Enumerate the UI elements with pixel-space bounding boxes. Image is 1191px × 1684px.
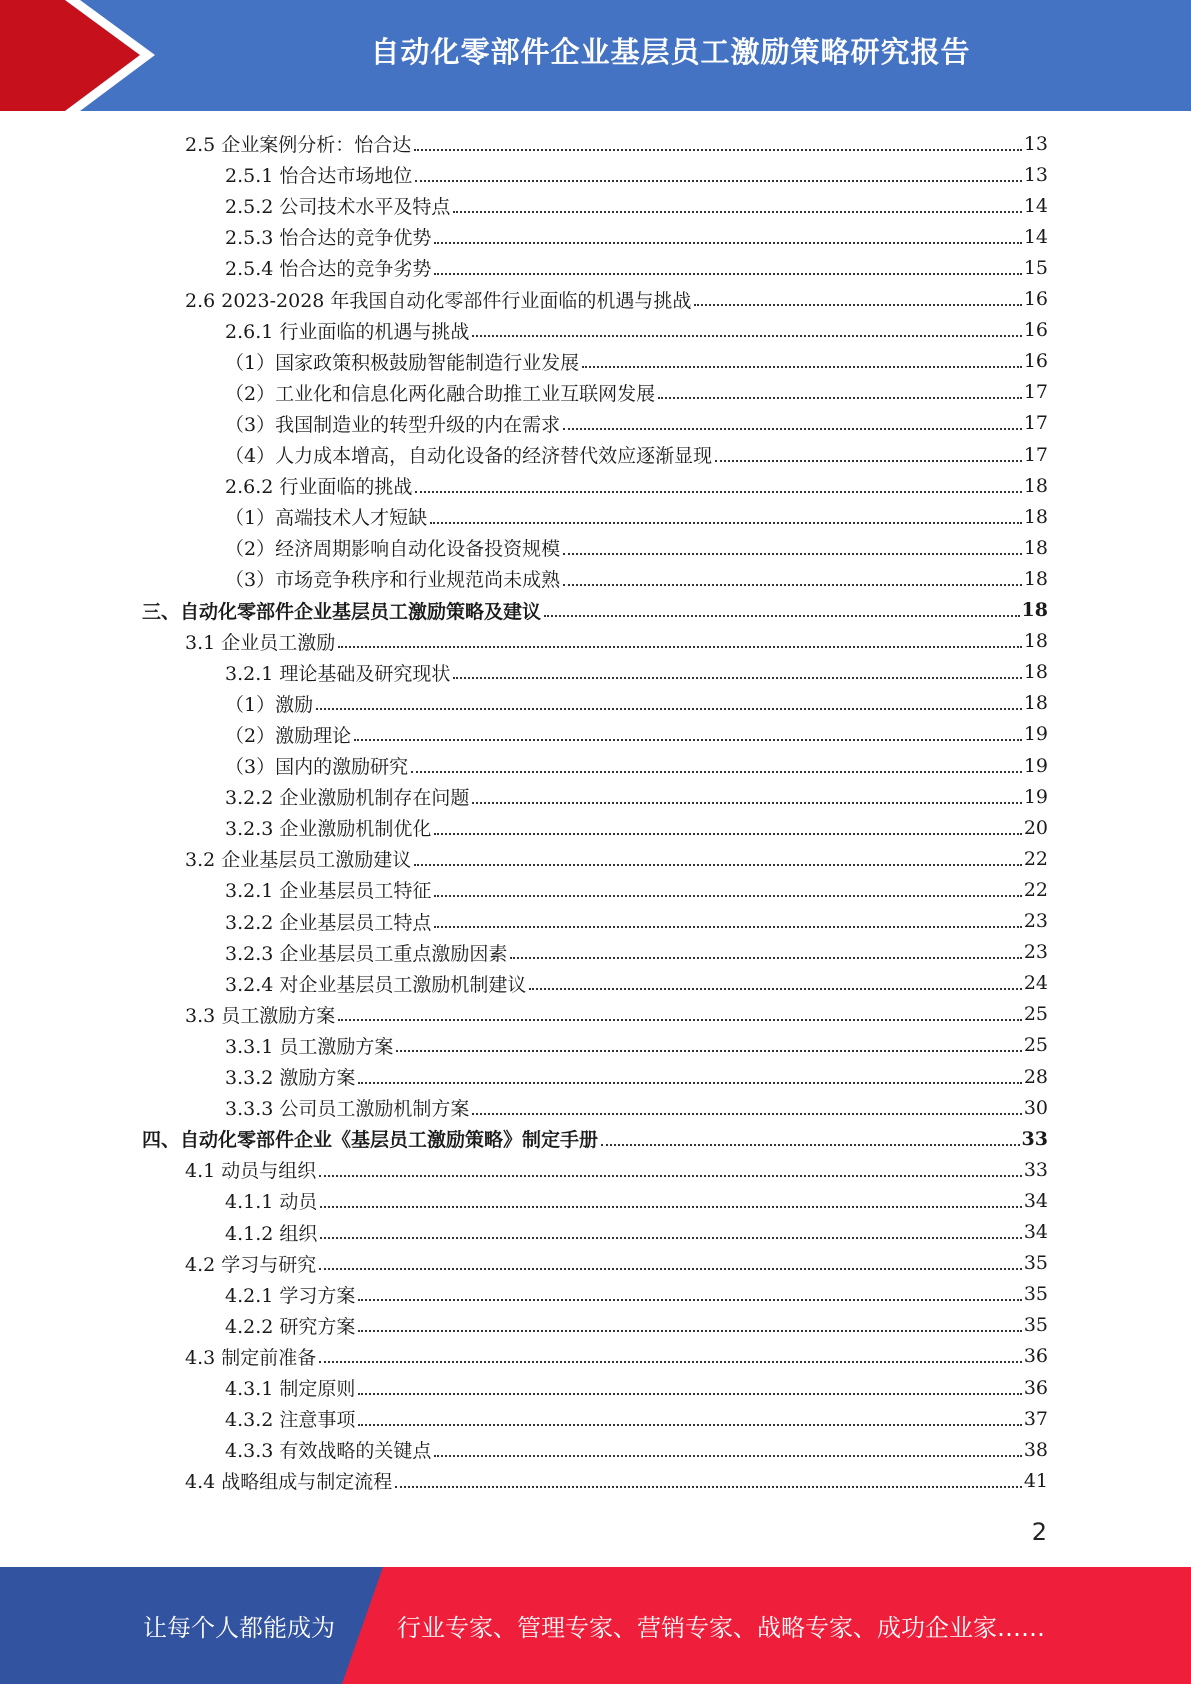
toc-leader-dots [358, 1424, 1021, 1426]
toc-leader-dots [414, 149, 1022, 151]
toc-leader-dots [563, 584, 1022, 586]
toc-leader-dots [563, 428, 1022, 430]
toc-entry-title: 4.1 动员与组织 [185, 1160, 317, 1183]
toc-leader-dots [354, 739, 1022, 741]
toc-entry[interactable] [225, 408, 1048, 439]
toc-leader-dots [434, 1455, 1021, 1457]
toc-entry-page: 18 [1023, 567, 1048, 590]
toc-entry-title: 2.5.2 公司技术水平及特点 [225, 196, 451, 219]
toc-entry-page: 24 [1023, 972, 1048, 995]
toc-entry[interactable] [185, 999, 1048, 1030]
toc-leader-dots [414, 864, 1022, 866]
toc-leader-dots [430, 522, 1022, 524]
toc-entry-title: 3.2.1 理论基础及研究现状 [225, 662, 451, 685]
toc-entry-page: 23 [1023, 941, 1048, 964]
toc-entry-title: 2.5 企业案例分析：怡合达 [185, 134, 412, 156]
toc-entry-title: （1）国家政策积极鼓励智能制造行业发展 [225, 351, 580, 374]
toc-entry-page: 37 [1023, 1407, 1048, 1430]
toc-entry[interactable] [185, 626, 1048, 657]
toc-entry-title: 4.3.1 制定原则 [225, 1378, 356, 1400]
toc-leader-dots [601, 1144, 1020, 1146]
toc-entry[interactable] [225, 159, 1048, 190]
toc-entry-title: 3.2.3 企业激励机制优化 [225, 818, 432, 841]
toc-entry-title: 4.2 学习与研究 [185, 1253, 317, 1276]
toc-entry-title: 4.3 制定前准备 [185, 1346, 317, 1369]
toc-entry-title: 三、自动化零部件企业基层员工激励策略及建议 [142, 600, 542, 623]
toc-entry-title: 2.6.2 行业面临的挑战 [225, 476, 413, 499]
toc-entry-title: 3.3.3 公司员工激励机制方案 [225, 1098, 470, 1121]
toc-entry-title: 3.2.2 企业激励机制存在问题 [225, 787, 470, 810]
toc-entry-title: 4.2.1 学习方案 [225, 1284, 356, 1307]
toc-entry-title: 3.2.1 企业基层员工特征 [225, 880, 432, 903]
toc-entry[interactable] [225, 1434, 1048, 1465]
toc-entry[interactable] [225, 1061, 1048, 1092]
toc-entry-page: 18 [1023, 661, 1048, 684]
toc-entry-title: （3）市场竞争秩序和行业规范尚未成熟 [225, 569, 561, 592]
toc-entry-page: 17 [1023, 443, 1048, 466]
page-number: 2 [1031, 1518, 1047, 1546]
toc-leader-dots [715, 460, 1022, 462]
toc-entry-page: 19 [1023, 723, 1048, 746]
toc-entry-page: 35 [1023, 1252, 1048, 1275]
toc-entry[interactable] [225, 1310, 1048, 1341]
toc-entry-title: 4.2.2 研究方案 [225, 1315, 356, 1338]
toc-leader-dots [544, 615, 1020, 617]
toc-leader-dots [396, 1050, 1021, 1052]
toc-entry[interactable] [225, 501, 1048, 532]
toc-leader-dots [411, 771, 1022, 773]
toc-entry-title: 3.1 企业员工激励 [185, 631, 336, 654]
toc-leader-dots [358, 1082, 1021, 1084]
footer-slogan-left: 让每个人都能成为 [143, 1614, 335, 1642]
toc-leader-dots [358, 1330, 1021, 1332]
toc-entry[interactable] [142, 1123, 1048, 1154]
toc-entry[interactable] [225, 968, 1048, 999]
toc-entry-page: 38 [1023, 1438, 1048, 1461]
toc-entry[interactable] [225, 750, 1048, 781]
page-header [0, 0, 1191, 111]
toc-leader-dots [320, 1237, 1021, 1239]
document-title: 自动化零部件企业基层员工激励策略研究报告 [370, 34, 971, 69]
toc-leader-dots [582, 366, 1022, 368]
toc-entry[interactable] [142, 595, 1048, 626]
toc-entry-title: 2.6.1 行业面临的机遇与挑战 [225, 320, 470, 343]
toc-entry[interactable] [225, 1217, 1048, 1248]
toc-entry-page: 14 [1023, 225, 1048, 248]
toc-entry-page: 18 [1021, 599, 1048, 621]
toc-entry[interactable] [225, 874, 1048, 905]
toc-leader-dots [434, 926, 1021, 928]
toc-entry[interactable] [225, 719, 1048, 750]
toc-entry[interactable] [225, 657, 1048, 688]
toc-entry-title: 3.3.1 员工激励方案 [225, 1035, 394, 1058]
toc-entry[interactable] [225, 1185, 1048, 1216]
toc-entry-page: 35 [1023, 1283, 1048, 1306]
toc-entry[interactable] [185, 1465, 1048, 1496]
toc-leader-dots [434, 242, 1021, 244]
toc-entry[interactable] [185, 1154, 1048, 1185]
toc-leader-dots [472, 802, 1021, 804]
toc-entry-page: 25 [1023, 1034, 1048, 1057]
toc-leader-dots [529, 988, 1021, 990]
toc-entry[interactable] [225, 1030, 1048, 1061]
toc-entry-page: 41 [1023, 1469, 1048, 1492]
toc-entry[interactable] [225, 937, 1048, 968]
toc-entry-page: 35 [1023, 1314, 1048, 1337]
toc-entry[interactable] [185, 284, 1048, 315]
toc-entry[interactable] [225, 563, 1048, 594]
toc-leader-dots [453, 211, 1021, 213]
toc-entry-title: 四、自动化零部件企业《基层员工激励策略》制定手册 [142, 1129, 599, 1152]
toc-entry-title: 3.2.4 对企业基层员工激励机制建议 [225, 973, 527, 996]
toc-entry-page: 22 [1023, 878, 1048, 901]
toc-entry[interactable] [225, 906, 1048, 937]
toc-entry[interactable] [185, 843, 1048, 874]
toc-entry-title: 2.6 2023-2028 年我国自动化零部件行业面临的机遇与挑战 [185, 289, 692, 312]
toc-leader-dots [338, 646, 1022, 648]
toc-entry-page: 23 [1023, 910, 1048, 932]
toc-entry[interactable] [225, 377, 1048, 408]
toc-entry-page: 19 [1023, 754, 1048, 777]
toc-entry[interactable] [225, 221, 1048, 252]
toc-entry-page: 13 [1023, 132, 1048, 155]
toc-entry-title: （2）工业化和信息化两化融合助推工业互联网发展 [225, 382, 656, 405]
toc-entry-title: 3.3.2 激励方案 [225, 1067, 356, 1089]
toc-entry[interactable] [225, 781, 1048, 812]
toc-entry-page: 33 [1023, 1158, 1048, 1181]
toc-entry-title: 4.3.3 有效战略的关键点 [225, 1440, 432, 1463]
page-footer [0, 1567, 1191, 1684]
toc-entry-title: 3.2.3 企业基层员工重点激励因素 [225, 942, 508, 965]
toc-entry-page: 18 [1023, 536, 1048, 559]
toc-entry[interactable] [225, 190, 1048, 221]
toc-entry-title: （3）我国制造业的转型升级的内在需求 [225, 413, 561, 436]
toc-entry-page: 17 [1023, 381, 1048, 404]
toc-leader-dots [563, 553, 1022, 555]
toc-entry-title: 4.1.1 动员 [225, 1191, 318, 1214]
toc-entry-title: 2.5.1 怡合达市场地位 [225, 165, 413, 188]
toc-entry[interactable] [225, 346, 1048, 377]
toc-entry-page: 16 [1023, 288, 1048, 310]
toc-leader-dots [415, 491, 1021, 493]
toc-entry-page: 34 [1023, 1221, 1048, 1243]
toc-entry[interactable] [225, 315, 1048, 346]
toc-leader-dots [453, 677, 1021, 679]
toc-entry-page: 18 [1023, 692, 1048, 715]
toc-leader-dots [319, 1175, 1022, 1177]
toc-entry[interactable] [225, 1403, 1048, 1434]
toc-entry[interactable] [185, 128, 1048, 159]
toc-entry-title: 2.5.4 怡合达的竞争劣势 [225, 258, 432, 281]
toc-entry-page: 33 [1021, 1127, 1048, 1150]
toc-entry-title: 3.3 员工激励方案 [185, 1004, 336, 1027]
toc-entry-page: 13 [1023, 163, 1048, 186]
toc-leader-dots [658, 397, 1022, 399]
toc-leader-dots [319, 1361, 1022, 1363]
toc-entry-page: 18 [1023, 630, 1048, 653]
toc-entry-page: 16 [1023, 319, 1048, 342]
toc-leader-dots [320, 1206, 1021, 1208]
toc-entry-title: （3）国内的激励研究 [225, 756, 409, 778]
toc-entry-title: 3.2 企业基层员工激励建议 [185, 849, 412, 872]
toc-entry[interactable] [225, 252, 1048, 283]
toc-entry[interactable] [225, 532, 1048, 563]
toc-entry-title: （1）高端技术人才短缺 [225, 507, 428, 530]
toc-entry-page: 36 [1023, 1376, 1048, 1399]
toc-entry-page: 22 [1023, 847, 1048, 870]
toc-entry-page: 34 [1023, 1189, 1048, 1212]
toc-entry-page: 15 [1023, 256, 1048, 279]
toc-leader-dots [358, 1393, 1021, 1395]
toc-leader-dots [434, 895, 1021, 897]
toc-entry-page: 18 [1023, 505, 1048, 528]
toc-leader-dots [338, 1019, 1022, 1021]
toc-entry-title: 4.1.2 组织 [225, 1222, 318, 1245]
toc-entry-title: 4.4 战略组成与制定流程 [185, 1471, 393, 1494]
toc-entry-page: 19 [1023, 785, 1048, 808]
toc-leader-dots [395, 1486, 1022, 1488]
toc-entry-page: 25 [1023, 1003, 1048, 1026]
toc-leader-dots [358, 1299, 1021, 1301]
toc-leader-dots [434, 833, 1021, 835]
toc-entry[interactable] [185, 1341, 1048, 1372]
toc-entry[interactable] [225, 1372, 1048, 1403]
toc-leader-dots [694, 304, 1021, 306]
toc-leader-dots [472, 1113, 1021, 1115]
toc-entry[interactable] [225, 1279, 1048, 1310]
toc-entry-page: 36 [1023, 1345, 1048, 1368]
toc-entry-page: 14 [1023, 194, 1048, 217]
toc-leader-dots [434, 273, 1021, 275]
toc-leader-dots [510, 957, 1021, 959]
toc-entry-page: 17 [1023, 412, 1048, 435]
toc-entry-title: 4.3.2 注意事项 [225, 1409, 356, 1432]
toc-leader-dots [472, 335, 1021, 337]
toc-entry[interactable] [225, 812, 1048, 843]
toc-entry-title: 2.5.3 怡合达的竞争优势 [225, 227, 432, 250]
footer-slogan-right: 行业专家、管理专家、营销专家、战略专家、成功企业家…… [397, 1614, 1045, 1642]
toc-entry-title: （1）激励 [225, 693, 314, 716]
toc-entry[interactable] [225, 470, 1048, 501]
toc-entry[interactable] [225, 439, 1048, 470]
toc-entry-title: （4）人力成本增高，自动化设备的经济替代效应逐渐显现 [225, 445, 713, 467]
toc-entry-page: 16 [1023, 350, 1048, 373]
toc-entry[interactable] [185, 1248, 1048, 1279]
toc-entry-page: 20 [1023, 816, 1048, 839]
toc-entry-page: 18 [1023, 474, 1048, 497]
toc-entry-title: 3.2.2 企业基层员工特点 [225, 911, 432, 934]
toc-entry-title: （2）激励理论 [225, 724, 352, 747]
toc-entry-title: （2）经济周期影响自动化设备投资规模 [225, 538, 561, 561]
toc-entry[interactable] [225, 1092, 1048, 1123]
toc-leader-dots [316, 708, 1022, 710]
toc-leader-dots [415, 180, 1021, 182]
toc-entry-page: 28 [1023, 1065, 1048, 1088]
toc-entry[interactable] [225, 688, 1048, 719]
toc-entry-page: 30 [1023, 1096, 1048, 1119]
toc-leader-dots [319, 1268, 1022, 1270]
